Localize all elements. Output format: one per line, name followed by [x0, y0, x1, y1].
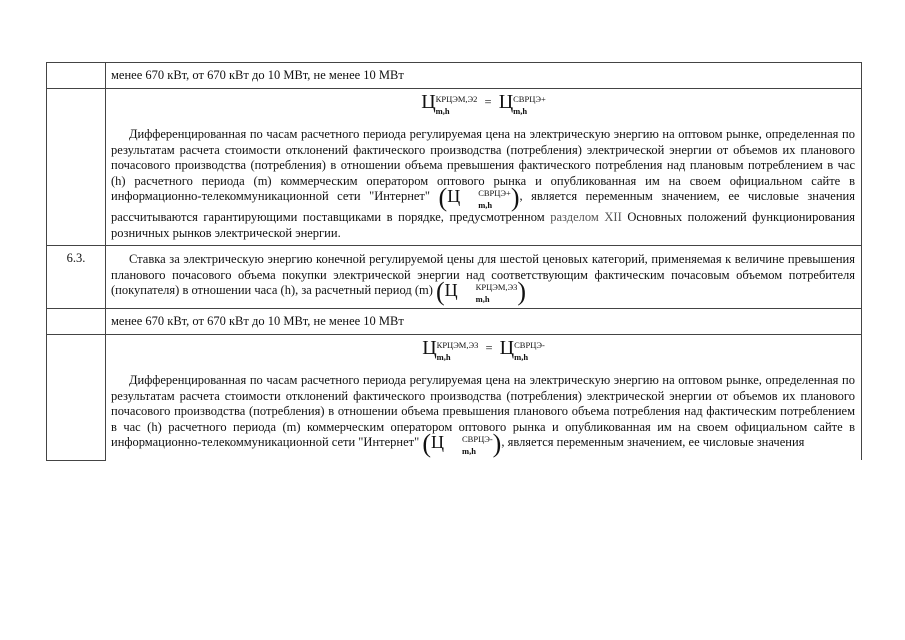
capacity-cell	[106, 309, 862, 335]
table-row	[47, 63, 862, 89]
rate-cell	[106, 246, 862, 309]
capacity-cell	[106, 63, 862, 89]
table-row	[47, 309, 862, 335]
description-cell	[106, 89, 862, 246]
inline-formula: (Ц СВРЦЭ- m,h )	[422, 429, 502, 458]
row-number-cell	[47, 335, 106, 461]
table-row	[47, 246, 862, 309]
tariff-table	[46, 62, 862, 461]
capacity-text: менее 670 кВт, от 670 кВт до 10 МВт, не менее 10 МВт	[111, 314, 404, 328]
formula-2: Ц КРЦЭМ,Э3 m,h = Ц СВРЦЭ- m,h	[422, 337, 545, 362]
row-number-cell	[47, 63, 106, 89]
formula-1: Ц КРЦЭМ,Э2 m,h = Ц СВРЦЭ+ m,h	[421, 91, 546, 116]
inline-formula: (Ц КРЦЭМ,Э3 m,h )	[436, 277, 527, 306]
inline-formula: (Ц СВРЦЭ+ m,h )	[438, 183, 520, 212]
row-number-cell	[47, 89, 106, 246]
table-row	[47, 89, 862, 246]
paragraph-2: Дифференцированная по часам расчетного периода регулируемая цена на электрическую энергию на оптовом рынке, определенная по результатам расчета стоимости отклонений фактического производства (потребления) электрической энергии от объемов их планового почасового производства (потребления) в отношении объема превышения планового объема потребления над фактическим потреблением в час (h) расчетного периода (m) коммерческим оператором оптового рынка и опубликованная им на своем официальном сайте в информационно-телекоммуникационной сети "Интернет" (Ц СВРЦЭ- m,h ), является переменным значением, ее числовые значения	[111, 373, 855, 458]
paragraph-1: Дифференцированная по часам расчетного периода регулируемая цена на электрическую энергию на оптовом рынке, определенная по результатам расчета стоимости отклонений фактического производства (потребления) электрической энергии от объемов их планового почасового производства (потребления) в отношении объема превышения фактического потребления над плановым потреблением в час (h) расчетного периода (m) коммерческим оператором оптового рынка и опубликованная им на своем официальном сайте в информационно-телекоммуникационной сети "Интернет" (Ц СВРЦЭ+ m,h ), является переменным значением, ее числовые значения рассчитываются гарантирующими поставщиками в порядке, предусмотренном разделом XII Основных положений функционирования розничных рынков электрической энергии.	[111, 127, 856, 240]
row-number-cell: 6.3.	[47, 246, 106, 309]
capacity-text: менее 670 кВт, от 670 кВт до 10 МВт, не менее 10 МВт	[111, 68, 404, 82]
table-row	[47, 335, 862, 461]
description-cell	[106, 335, 862, 461]
paragraph-6-3: Ставка за электрическую энергию конечной регулируемой цены для шестой ценовых категорий, применяемая к величине превышения планового почасового объема покупки электрической энергии над соответствующим фактическим почасовым объемом потребителя (покупателя) в отношении часа (h), за расчетный период (m) (Ц КРЦЭМ,Э3 m,h )	[111, 252, 855, 306]
section-link[interactable]: разделом XII	[550, 210, 622, 224]
row-number-cell	[47, 309, 106, 335]
